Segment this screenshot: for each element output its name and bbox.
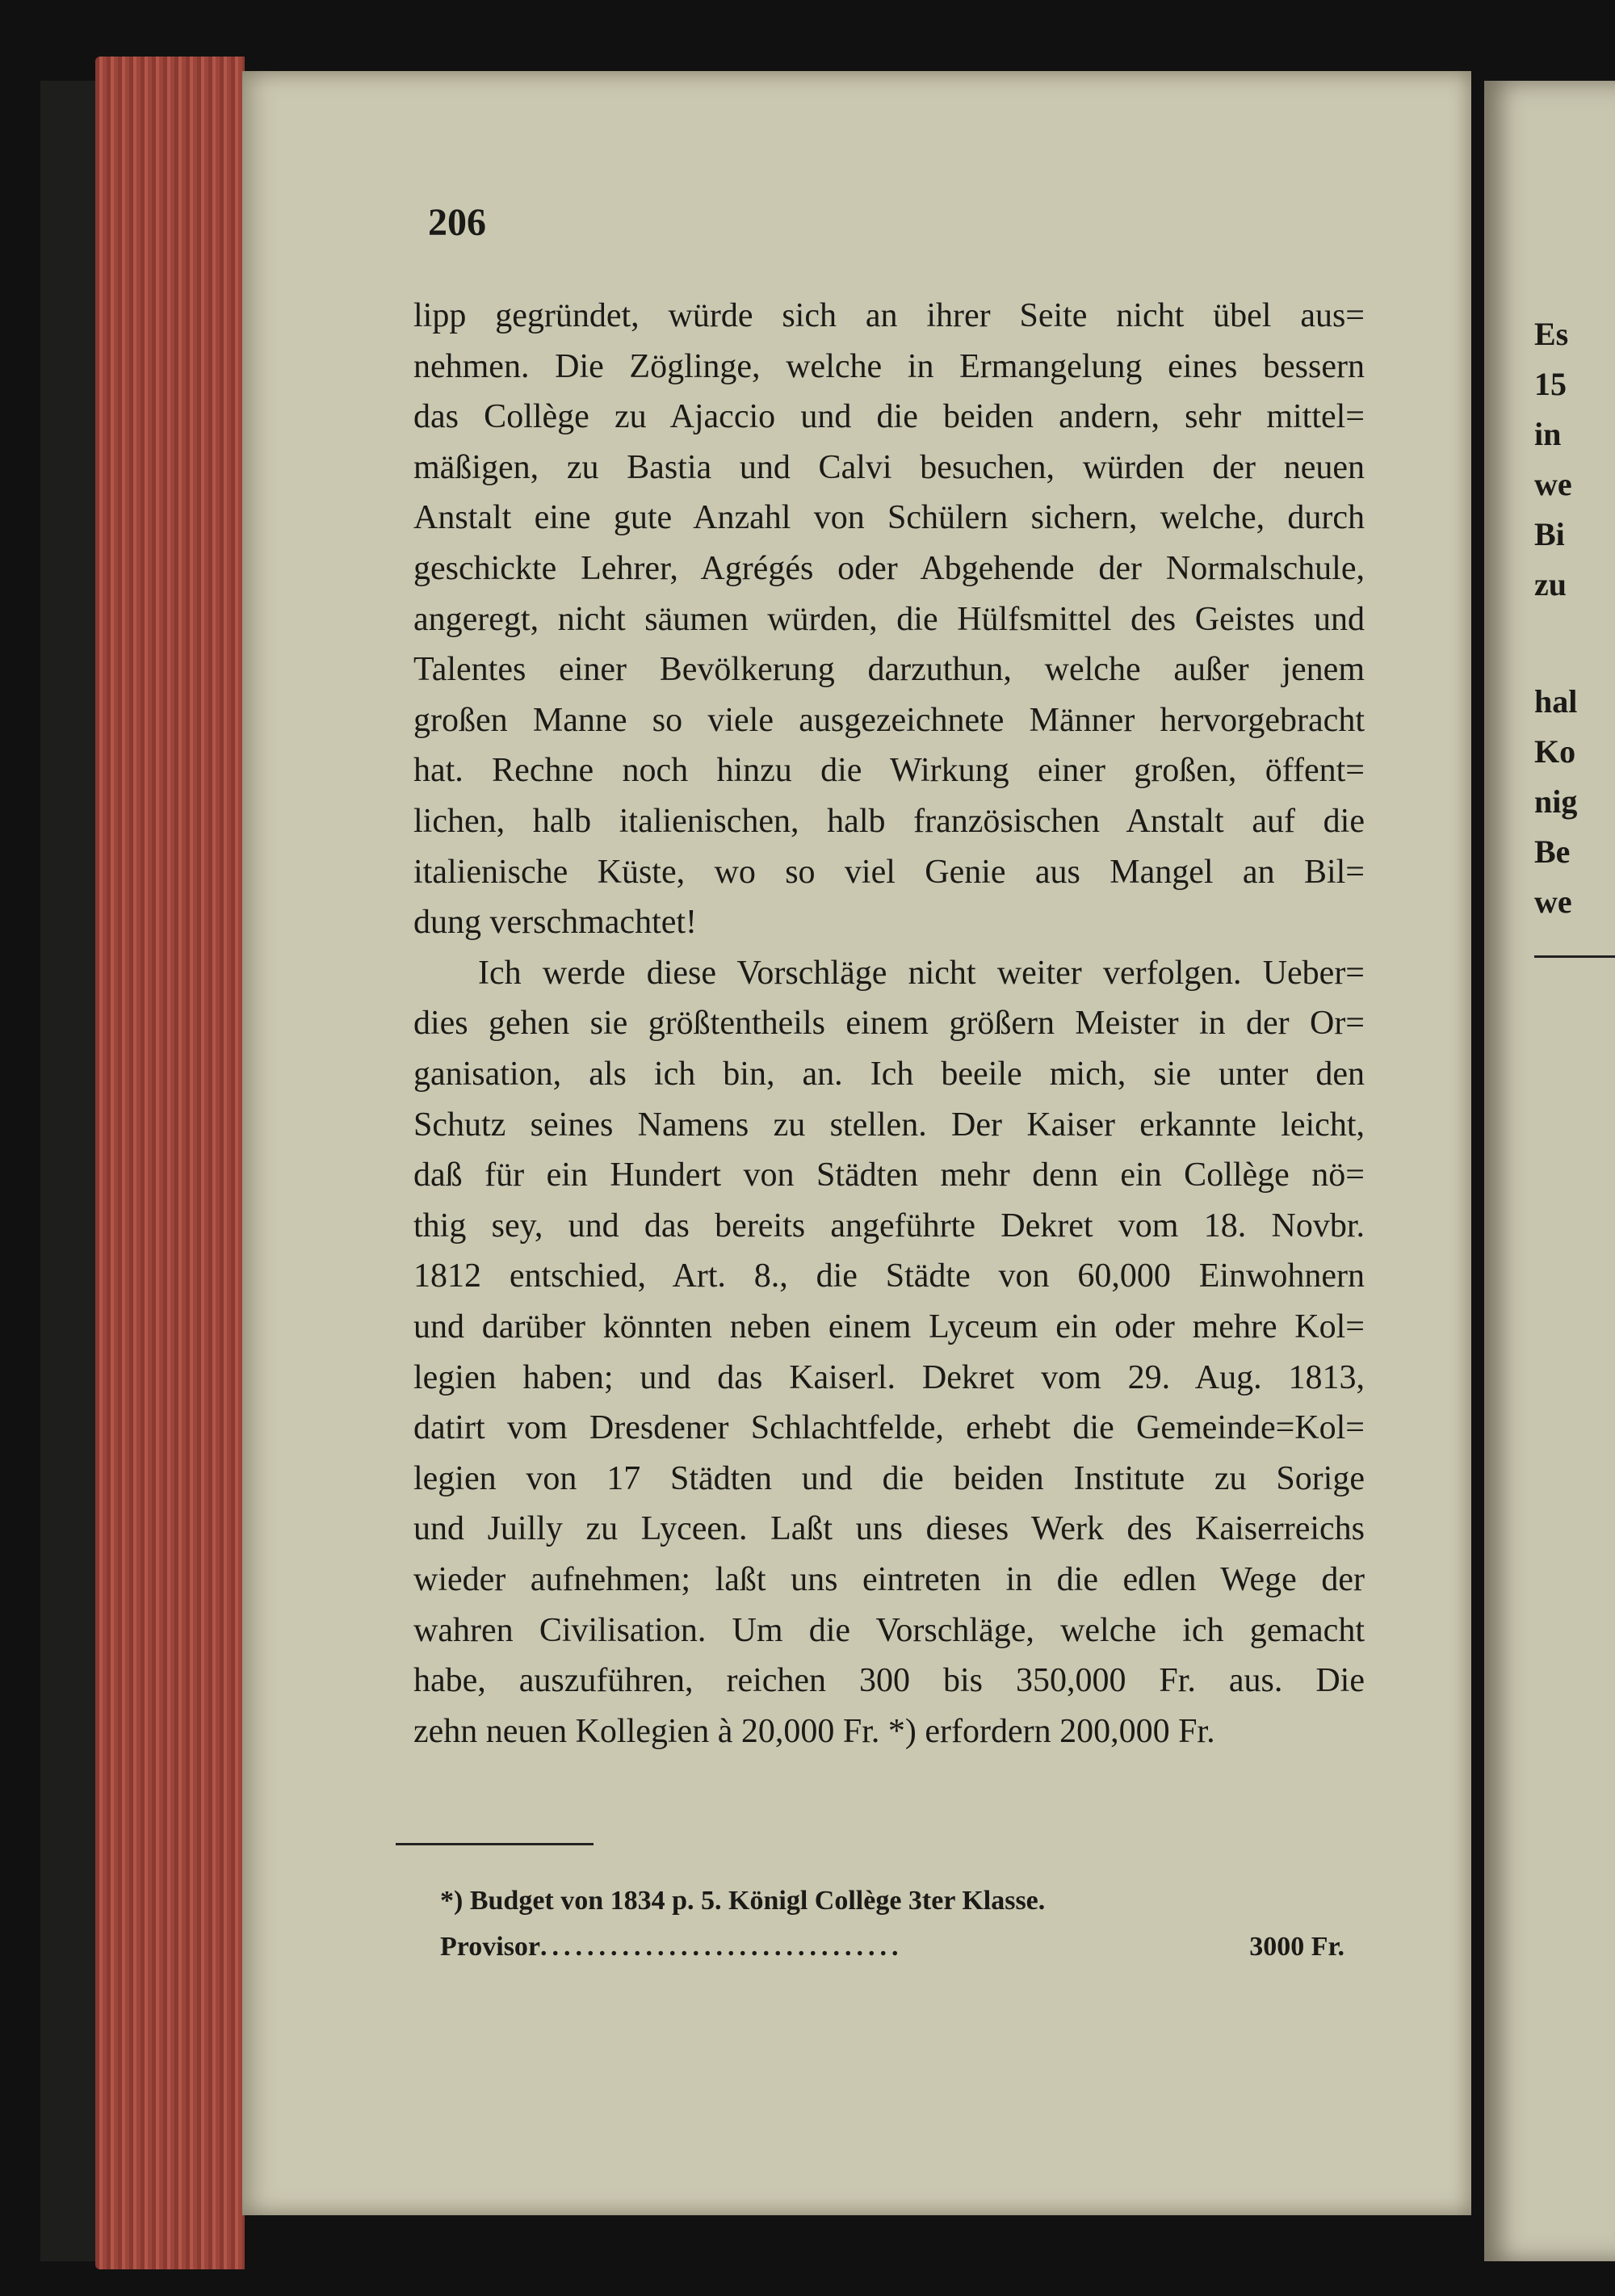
footnote-label: Provisor — [440, 1932, 541, 1962]
next-page-fragment: zu — [1534, 566, 1567, 602]
next-page-fragment: we — [1534, 466, 1572, 502]
next-page-fragment: Ko — [1534, 733, 1576, 770]
text-line: datirt vom Dresdener Schlachtfelde, erhebt die Gemeinde=Kol= — [413, 1409, 1365, 1447]
next-page-fragment: we — [1534, 884, 1572, 920]
next-page-fragment: in — [1534, 416, 1562, 452]
text-line: daß für ein Hundert von Städten mehr denn ein Collège nö= — [413, 1156, 1365, 1194]
next-page-fragment: Bi — [1534, 516, 1565, 552]
text-line: legien haben; und das Kaiserl. Dekret vom 29. Aug. 1813, — [413, 1358, 1365, 1396]
text-line: und darüber könnten neben einem Lyceum ein oder mehre Kol= — [413, 1308, 1365, 1345]
text-line: nehmen. Die Zöglinge, welche in Ermangelung eines bessern — [413, 347, 1365, 385]
text-line: wahren Civilisation. Um die Vorschläge, welche ich gemacht — [413, 1611, 1365, 1649]
next-page-fragment: hal — [1534, 683, 1578, 720]
text-line: Ich werde diese Vorschläge nicht weiter verfolgen. Ueber= — [478, 954, 1365, 992]
text-line: 1812 entschied, Art. 8., die Städte von 60,000 Einwohnern — [413, 1257, 1365, 1295]
text-line: das Collège zu Ajaccio und die beiden andern, sehr mittel= — [413, 398, 1365, 436]
text-line: habe, auszuführen, reichen 300 bis 350,000 Fr. aus. Die — [413, 1662, 1365, 1700]
text-line: ganisation, als ich bin, an. Ich beeile mich, sie unter den — [413, 1056, 1365, 1093]
next-page-fragment: Es — [1534, 316, 1569, 352]
text-line: geschickte Lehrer, Agrégés oder Abgehende der Normalschule, — [413, 550, 1365, 587]
next-page — [1484, 81, 1615, 2261]
footnote-entry — [440, 1932, 1344, 1962]
next-page-rule — [1534, 955, 1615, 958]
text-line: thig sey, und das bereits angeführte Dekret vom 18. Novbr. — [413, 1207, 1365, 1245]
text-line: italienische Küste, wo so viel Genie aus Mangel an Bil= — [413, 853, 1365, 891]
text-line: hat. Rechne noch hinzu die Wirkung einer großen, öffent= — [413, 752, 1365, 790]
text-line: dung verschmachtet! — [413, 904, 698, 942]
footnote-leader: ............................... — [540, 1932, 904, 1962]
next-page-fragment: Be — [1534, 833, 1571, 870]
text-line: legien von 17 Städten und die beiden Institute zu Sorige — [413, 1459, 1365, 1497]
text-line: lipp gegründet, würde sich an ihrer Seite nicht übel aus= — [413, 297, 1365, 334]
text-line: dies gehen sie größtentheils einem größern Meister in der Or= — [413, 1005, 1365, 1043]
text-line: Talentes einer Bevölkerung darzuthun, welche außer jenem — [413, 651, 1365, 689]
footnote-amount: 3000 Fr. — [1249, 1932, 1344, 1962]
text-line: und Juilly zu Lyceen. Laßt uns dieses Werk des Kaiserreichs — [413, 1510, 1365, 1548]
text-line: mäßigen, zu Bastia und Calvi besuchen, würden der neuen — [413, 448, 1365, 486]
page-number: 206 — [428, 201, 486, 244]
page-edges — [95, 57, 245, 2269]
text-line: wieder aufnehmen; laßt uns eintreten in die edlen Wege der — [413, 1561, 1365, 1598]
text-line: angeregt, nicht säumen würden, die Hülfsmittel des Geistes und — [413, 600, 1365, 638]
footnote-rule — [396, 1843, 594, 1845]
text-line: großen Manne so viele ausgezeichnete Männer hervorgebracht — [413, 701, 1365, 739]
text-line: lichen, halb italienischen, halb französischen Anstalt auf die — [413, 803, 1365, 840]
next-page-fragment: nig — [1534, 783, 1578, 820]
text-line: Schutz seines Namens zu stellen. Der Kaiser erkannte leicht, — [413, 1106, 1365, 1144]
text-line: Anstalt eine gute Anzahl von Schülern sichern, welche, durch — [413, 499, 1365, 537]
text-line: zehn neuen Kollegien à 20,000 Fr. *) erfordern 200,000 Fr. — [413, 1712, 1215, 1750]
next-page-fragment: 15 — [1534, 366, 1567, 402]
footnote-line: *) Budget von 1834 p. 5. Königl Collège 3ter Klasse. — [440, 1886, 1046, 1916]
